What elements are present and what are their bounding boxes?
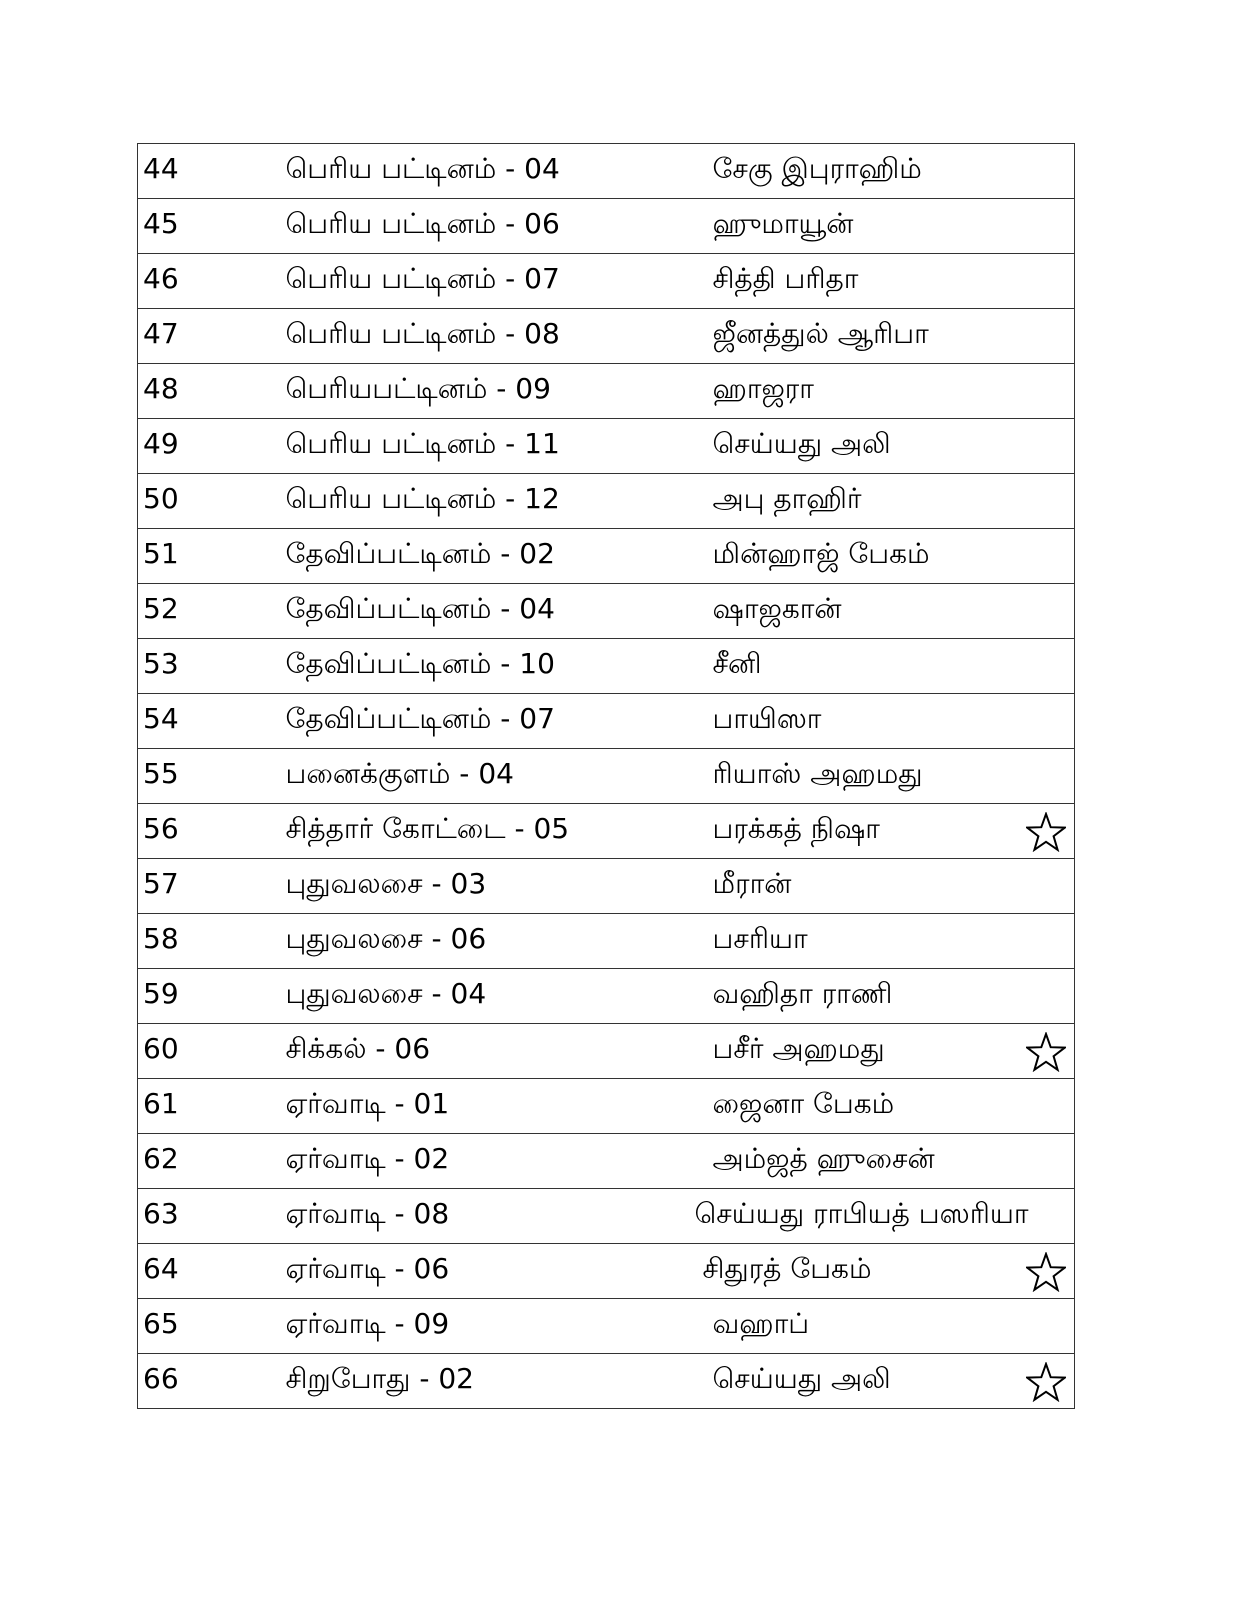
ward-cell — [277, 969, 713, 1024]
member-name: பரக்கத் நிஷா — [712, 812, 880, 845]
serial-number: 53 — [143, 647, 179, 680]
member-name: வஹிதா ராணி — [712, 977, 893, 1010]
star-icon — [1026, 1252, 1066, 1292]
member-name: செய்யது அலி — [712, 427, 891, 460]
table-row — [138, 694, 1075, 749]
serial-number-cell — [138, 1244, 277, 1299]
member-cell — [713, 1024, 1075, 1079]
ward-name: தேவிப்பட்டினம் - 10 — [285, 647, 555, 680]
member-name: ஜீனத்துல் ஆரிபா — [712, 317, 929, 350]
serial-number: 45 — [143, 207, 179, 240]
table-row — [138, 1244, 1075, 1299]
ward-cell — [277, 694, 713, 749]
table-row — [138, 1189, 1075, 1244]
table-row — [138, 584, 1075, 639]
ward-cell — [277, 254, 713, 309]
ward-cell — [277, 144, 713, 199]
ward-name: பெரியபட்டினம் - 09 — [285, 372, 551, 405]
serial-number-cell — [138, 969, 277, 1024]
serial-number: 65 — [143, 1307, 179, 1340]
member-cell — [713, 144, 1075, 199]
serial-number: 51 — [143, 537, 179, 570]
ward-cell — [277, 749, 713, 804]
member-name: ஹுமாயூன் — [712, 207, 854, 240]
table-row — [138, 1079, 1075, 1134]
table-row — [138, 254, 1075, 309]
ward-name: தேவிப்பட்டினம் - 04 — [285, 592, 555, 625]
ward-cell — [277, 804, 713, 859]
ward-cell — [277, 1189, 713, 1244]
member-name: பாயிஸா — [712, 702, 822, 735]
serial-number: 52 — [143, 592, 179, 625]
serial-number: 59 — [143, 977, 179, 1010]
member-name: ரியாஸ் அஹமது — [712, 757, 923, 790]
serial-number-cell — [138, 1134, 277, 1189]
ward-name: பெரிய பட்டினம் - 12 — [285, 482, 560, 515]
ward-cell — [277, 1244, 713, 1299]
star-icon — [1026, 1032, 1066, 1072]
ward-name: ஏர்வாடி - 01 — [285, 1087, 450, 1120]
serial-number-cell — [138, 694, 277, 749]
member-name: பசரியா — [712, 922, 808, 955]
member-name: ஹாஜரா — [712, 372, 814, 405]
member-cell — [713, 694, 1075, 749]
ward-name: சிக்கல் - 06 — [285, 1032, 431, 1065]
serial-number: 58 — [143, 922, 179, 955]
member-cell — [713, 639, 1075, 694]
ward-cell — [277, 474, 713, 529]
table-row — [138, 199, 1075, 254]
serial-number-cell — [138, 584, 277, 639]
ward-name: ஏர்வாடி - 08 — [285, 1197, 450, 1230]
serial-number-cell — [138, 474, 277, 529]
serial-number: 48 — [143, 372, 179, 405]
ward-cell — [277, 1354, 713, 1409]
ward-cell — [277, 639, 713, 694]
star-icon — [1026, 812, 1066, 852]
serial-number-cell — [138, 364, 277, 419]
member-cell — [713, 309, 1075, 364]
serial-number: 63 — [143, 1197, 179, 1230]
serial-number: 62 — [143, 1142, 179, 1175]
serial-number-cell — [138, 639, 277, 694]
member-cell — [702, 1244, 1075, 1299]
serial-number: 47 — [143, 317, 179, 350]
ward-cell — [277, 419, 713, 474]
serial-number-cell — [138, 144, 277, 199]
ward-cell — [277, 584, 713, 639]
member-name: ஜைனா பேகம் — [712, 1087, 895, 1120]
ward-name: புதுவலசை - 03 — [285, 867, 487, 900]
serial-number: 44 — [143, 152, 179, 185]
ward-name: பெரிய பட்டினம் - 07 — [285, 262, 560, 295]
ward-name: புதுவலசை - 04 — [285, 977, 487, 1010]
table-row — [138, 1134, 1075, 1189]
member-name: சீனி — [712, 647, 762, 680]
member-cell — [713, 1354, 1075, 1409]
member-cell — [713, 1299, 1075, 1354]
ward-name: சித்தார் கோட்டை - 05 — [285, 812, 570, 845]
member-name: மின்ஹாஜ் பேகம் — [712, 537, 930, 570]
ward-cell — [277, 1079, 713, 1134]
table-row — [138, 364, 1075, 419]
ward-cell — [277, 364, 713, 419]
table-row — [138, 639, 1075, 694]
ward-name: பெரிய பட்டினம் - 08 — [285, 317, 560, 350]
ward-name: தேவிப்பட்டினம் - 02 — [285, 537, 555, 570]
member-cell — [713, 804, 1075, 859]
serial-number: 60 — [143, 1032, 179, 1065]
serial-number-cell — [138, 914, 277, 969]
member-name: பசீர் அஹமது — [712, 1032, 885, 1065]
member-name: மீரான் — [712, 867, 792, 900]
serial-number-cell — [138, 254, 277, 309]
table-row — [138, 969, 1075, 1024]
table-row — [138, 1354, 1075, 1409]
member-cell — [713, 474, 1075, 529]
ward-name: பெரிய பட்டினம் - 04 — [285, 152, 560, 185]
member-cell — [713, 584, 1075, 639]
serial-number: 46 — [143, 262, 179, 295]
ward-cell — [277, 1024, 713, 1079]
ward-cell — [277, 309, 713, 364]
serial-number: 56 — [143, 812, 179, 845]
ward-cell — [277, 529, 713, 584]
ward-name: புதுவலசை - 06 — [285, 922, 487, 955]
table-row — [138, 914, 1075, 969]
member-cell — [713, 1134, 1075, 1189]
serial-number-cell — [138, 419, 277, 474]
member-cell — [713, 199, 1075, 254]
member-cell — [713, 914, 1075, 969]
ward-name: பெரிய பட்டினம் - 11 — [285, 427, 560, 460]
table-row — [138, 749, 1075, 804]
member-name: ஷாஜகான் — [712, 592, 842, 625]
table-row — [138, 144, 1075, 199]
table-row — [138, 1024, 1075, 1079]
serial-number-cell — [138, 1024, 277, 1079]
ward-name: பெரிய பட்டினம் - 06 — [285, 207, 560, 240]
member-name: செய்யது ராபியத் பஸரியா — [694, 1197, 1029, 1230]
serial-number: 66 — [143, 1362, 179, 1395]
serial-number-cell — [138, 199, 277, 254]
serial-number-cell — [138, 309, 277, 364]
star-icon — [1026, 1362, 1066, 1402]
table-row — [138, 529, 1075, 584]
member-cell — [713, 364, 1075, 419]
ward-cell — [277, 859, 713, 914]
serial-number: 54 — [143, 702, 179, 735]
ward-name: பனைக்குளம் - 04 — [285, 757, 514, 790]
ward-member-table — [137, 143, 1075, 1409]
serial-number-cell — [138, 1189, 277, 1244]
ward-name: ஏர்வாடி - 06 — [285, 1252, 450, 1285]
table-row — [138, 1299, 1075, 1354]
table-row — [138, 859, 1075, 914]
ward-cell — [277, 914, 713, 969]
serial-number-cell — [138, 1354, 277, 1409]
table-body — [138, 144, 1075, 1409]
member-name: செய்யது அலி — [712, 1362, 891, 1395]
table-row — [138, 309, 1075, 364]
member-name: அம்ஜத் ஹுசைன் — [712, 1142, 935, 1175]
ward-cell — [277, 1134, 713, 1189]
ward-cell — [277, 199, 713, 254]
member-cell — [713, 254, 1075, 309]
member-cell — [713, 969, 1075, 1024]
serial-number-cell — [138, 1299, 277, 1354]
member-name: சித்தி பரிதா — [712, 262, 859, 295]
table-row — [138, 419, 1075, 474]
ward-name: சிறுபோது - 02 — [285, 1362, 474, 1395]
serial-number-cell — [138, 749, 277, 804]
serial-number: 55 — [143, 757, 179, 790]
ward-name: ஏர்வாடி - 02 — [285, 1142, 450, 1175]
member-cell — [713, 859, 1075, 914]
serial-number-cell — [138, 859, 277, 914]
table-row — [138, 474, 1075, 529]
table-row — [138, 804, 1075, 859]
member-name: சேகு இபுராஹிம் — [712, 152, 922, 185]
serial-number-cell — [138, 804, 277, 859]
member-cell — [713, 529, 1075, 584]
serial-number: 49 — [143, 427, 179, 460]
member-cell — [694, 1189, 1075, 1244]
serial-number: 61 — [143, 1087, 179, 1120]
member-name: அபு தாஹிர் — [712, 482, 862, 515]
serial-number-cell — [138, 529, 277, 584]
serial-number-cell — [138, 1079, 277, 1134]
ward-name: தேவிப்பட்டினம் - 07 — [285, 702, 555, 735]
member-name: சிதுரத் பேகம் — [702, 1252, 872, 1285]
ward-cell — [277, 1299, 713, 1354]
member-cell — [713, 1079, 1075, 1134]
member-cell — [713, 749, 1075, 804]
serial-number: 64 — [143, 1252, 179, 1285]
member-cell — [713, 419, 1075, 474]
member-name: வஹாப் — [712, 1307, 810, 1340]
serial-number: 50 — [143, 482, 179, 515]
ward-name: ஏர்வாடி - 09 — [285, 1307, 450, 1340]
serial-number: 57 — [143, 867, 179, 900]
